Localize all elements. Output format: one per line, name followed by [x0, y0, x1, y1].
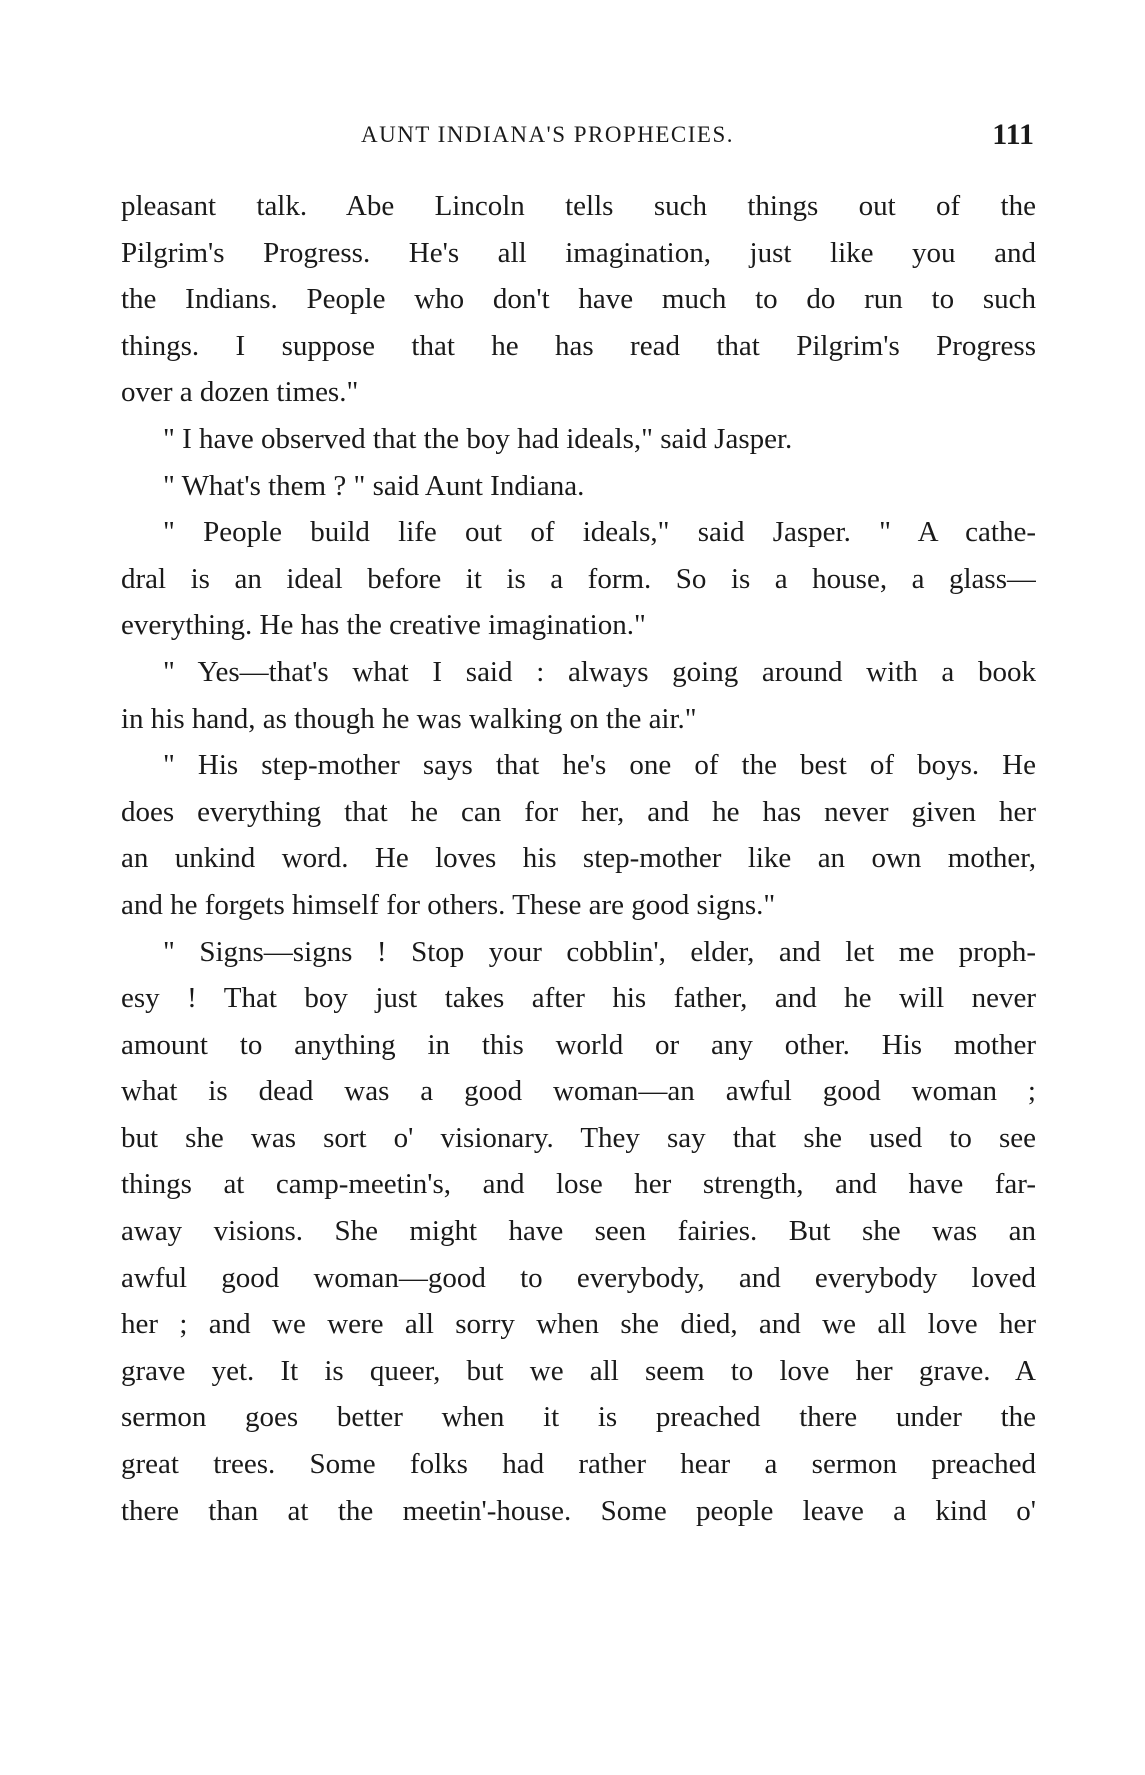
text-line: sermon goes better when it is preached there under the	[121, 1401, 1036, 1434]
running-head	[121, 118, 1034, 158]
body-text	[121, 183, 1036, 1534]
text-line: " His step-mother says that he's one of the best of boys. He	[163, 749, 1036, 782]
text-line: an unkind word. He loves his step-mother like an own mother,	[121, 842, 1036, 875]
text-line: " I have observed that the boy had ideals," said Jasper.	[163, 422, 793, 455]
text-line: but she was sort o' visionary. They say that she used to see	[121, 1121, 1036, 1154]
text-line: " Yes—that's what I said : always going around with a book	[163, 655, 1036, 688]
text-line: there than at the meetin'-house. Some people leave a kind o'	[121, 1494, 1036, 1527]
text-line: esy ! That boy just takes after his father, and he will never	[121, 982, 1036, 1015]
text-line: things. I suppose that he has read that Pilgrim's Progress	[121, 329, 1036, 362]
text-line: does everything that he can for her, and he has never given her	[121, 795, 1036, 828]
text-line: dral is an ideal before it is a form. So is a house, a glass—	[121, 562, 1036, 595]
page-number: 111	[992, 118, 1034, 151]
text-line: pleasant talk. Abe Lincoln tells such things out of the	[121, 190, 1036, 222]
text-line: the Indians. People who don't have much to do run to such	[121, 283, 1036, 316]
text-line: " What's them ? " said Aunt Indiana.	[163, 469, 585, 502]
text-line: what is dead was a good woman—an awful good woman ;	[121, 1075, 1036, 1108]
running-title: AUNT INDIANA'S PROPHECIES.	[360, 122, 735, 147]
text-line: things at camp-meetin's, and lose her strength, and have far-	[121, 1168, 1036, 1201]
text-line: grave yet. It is queer, but we all seem to love her grave. A	[121, 1354, 1036, 1387]
text-line: awful good woman—good to everybody, and everybody loved	[121, 1261, 1036, 1294]
text-line: and he forgets himself for others. These are good signs."	[121, 888, 776, 921]
text-line: " People build life out of ideals," said Jasper. " A cathe-	[163, 516, 1036, 549]
text-line: her ; and we were all sorry when she died, and we all love her	[121, 1308, 1036, 1341]
text-line: away visions. She might have seen fairies. But she was an	[121, 1215, 1036, 1248]
text-line: in his hand, as though he was walking on the air."	[121, 702, 697, 735]
text-line: Pilgrim's Progress. He's all imagination, just like you and	[121, 236, 1036, 269]
text-line: over a dozen times."	[121, 376, 359, 409]
text-line: great trees. Some folks had rather hear a sermon preached	[121, 1448, 1036, 1481]
text-line: everything. He has the creative imagination."	[121, 609, 646, 642]
text-line: " Signs—signs ! Stop your cobblin', elder, and let me proph-	[163, 935, 1036, 968]
text-line: amount to anything in this world or any other. His mother	[121, 1028, 1036, 1061]
